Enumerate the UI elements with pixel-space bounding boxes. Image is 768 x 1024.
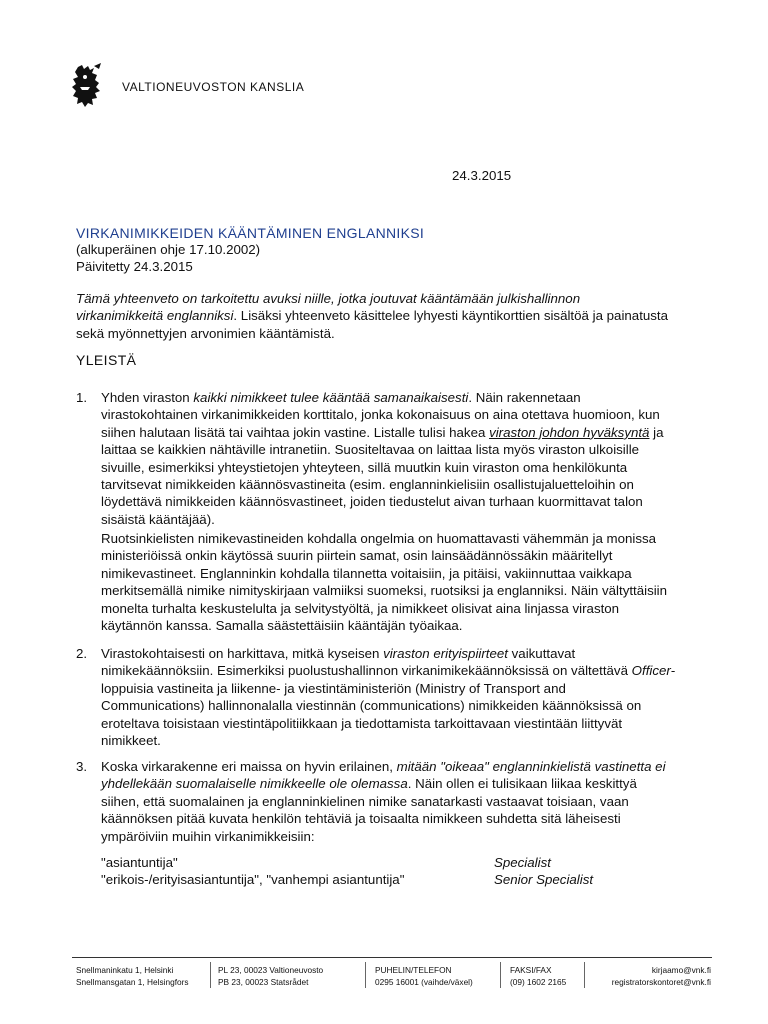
text: Virastokohtaisesti on harkittava, mitkä kyseisen (101, 646, 384, 661)
footer-separator (365, 962, 366, 988)
coat-of-arms-lion-icon (70, 63, 104, 109)
approval-emphasis: viraston johdon hyväksyntä (489, 424, 650, 440)
text: siihen halutaan lisätä tai vaihtaa jokin vastine. Listalle tulisi hakea (101, 424, 490, 440)
text: ympäröiviin muihin virkanimikkeisiin: (101, 828, 315, 844)
text: käytännön kanssa. Samalla säästettäisiin kääntäjän työaikaa. (101, 618, 463, 634)
text: nimikekäännöksiin. Esimerkiksi puolustushallinnon virkanimikekäännöksissä on vältettävä (101, 663, 632, 679)
text: ja (649, 424, 664, 440)
email-link[interactable]: kirjaamo@vnk.fi (651, 965, 711, 975)
text: Snellmaninkatu 1, Helsinki (76, 965, 174, 975)
item-3-paragraph (101, 758, 716, 845)
text: Yhden viraston (101, 390, 194, 405)
text: siihen, että suomalainen ja englanninkielinen nimike sanatarkasti vastaavat toisiaan, vaan (101, 793, 629, 809)
item-1-number: 1. (76, 390, 88, 405)
text: eroteltava toisistaan viestintäpolitiikkaan ja tiedottamista tarkoittavaan viestintään liittyvät (101, 715, 623, 731)
label: PUHELIN/TELEFON (375, 965, 452, 975)
term-finnish: "asiantuntija" (101, 855, 178, 870)
footer-separator (210, 962, 211, 988)
text: virastokohtainen virkanimikkeiden korttitalo, jonka kokonaisuus on aina otettava huomioon, kun (101, 407, 660, 423)
term-english: Specialist (494, 855, 551, 870)
text: (09) 1602 2165 (510, 977, 567, 987)
text: nimikevastineet. Englanninkin kohdalla tilannetta voitaisiin, ja pitäisi, vakiinnuttaa vaikkapa (101, 565, 632, 581)
text: . Näin rakennetaan (468, 390, 581, 405)
text: ministeriöissä onkin käytössä suurin piirtein samat, osin lainsäädännössäkin määritellyt (101, 548, 613, 564)
text: - (670, 663, 676, 679)
text: laittaa se kaikkien nähtäville intranetiin. Suositeltavaa on laittaa lista myös viraston ulkoisille (101, 442, 640, 458)
text: löydettävä nimikkeiden käännösvastineet, joiden tiedustelut aivan turhaan kuormittavat talon (101, 494, 643, 510)
footer-email (593, 964, 711, 988)
text: . Näin ollen ei tulisikaan liikaa keskittyä (407, 776, 637, 792)
text: Koska virkarakenne eri maissa on hyvin erilainen, (101, 759, 397, 774)
text: 0295 16001 (vaihde/växel) (375, 977, 473, 987)
text: PL 23, 00023 Valtioneuvosto (218, 965, 324, 975)
emphasis: yhdellekään suomalaiselle nimikkeelle ole olemassa (101, 776, 408, 792)
text: tarvitsevat nimikkeiden käännösvastineita (esim. englanninkielisiin osallistujaluetteloihin on (101, 477, 634, 493)
section-heading: YLEISTÄ (76, 352, 137, 368)
text: PB 23, 00023 Statsrådet (218, 977, 309, 987)
document-title: VIRKANIMIKKEIDEN KÄÄNTÄMINEN ENGLANNIKSI (76, 225, 425, 241)
footer-fax (510, 964, 566, 988)
footer-street-address (76, 964, 189, 988)
text: loppuisia vastineita ja liikenne- ja viestintäministeriön (Ministry of Transport and (101, 680, 566, 696)
text: Communications) hallinnonalalla viestinnän (communications) nimikkeiden käännöksissä on (101, 698, 642, 714)
emphasis: Officer (631, 663, 671, 679)
footer-separator (500, 962, 501, 988)
intro-line-3: sekä myönnettyjen arvonimien kääntämistä. (76, 325, 335, 341)
organization-name: VALTIONEUVOSTON KANSLIA (122, 80, 305, 94)
text: nimikkeet. (101, 733, 161, 749)
emphasis: viraston erityispiirteet (383, 646, 508, 661)
item-3-number: 3. (76, 759, 88, 774)
footer-separator (584, 962, 585, 988)
text: monelta turhalta keskustelulta ja selvitystyöltä, ja nimikkeet olisivat aina linjassa viraston (101, 600, 620, 616)
item-1-paragraph-1 (101, 389, 716, 528)
footer-phone (375, 964, 473, 988)
text: Ruotsinkielisten nimikevastineiden kohdalla ongelmia on huomattavasti vähemmän ja monissa (101, 531, 657, 546)
emphasis: kaikki nimikkeet tulee kääntää samanaikaisesti (193, 390, 469, 405)
term-finnish: "erikois-/erityisasiantuntija", "vanhempi asiantuntija" (101, 872, 405, 887)
email-link[interactable]: registratorskontoret@vnk.fi (611, 977, 711, 987)
footer-divider (72, 957, 712, 958)
text: vaikuttavat (507, 646, 576, 661)
text: Snellmansgatan 1, Helsingfors (76, 977, 189, 987)
intro-line-2-rest: . Lisäksi yhteenveto käsittelee lyhyesti käyntikorttien sisältöä ja painatusta (233, 308, 669, 324)
intro-line-2-emphasis: virkanimikkeitä englanniksi (76, 308, 234, 324)
item-1-paragraph-2 (101, 530, 716, 634)
item-2-number: 2. (76, 646, 88, 661)
item-2-paragraph (101, 645, 716, 749)
original-guideline-note: (alkuperäinen ohje 17.10.2002) (76, 242, 261, 257)
updated-date: Päivitetty 24.3.2015 (76, 259, 193, 274)
text: käännöksen pitää kuvata henkilön tehtäviä ja toisaalta nimikkeen suhdetta sitä läheisesti (101, 811, 621, 827)
text: sisäistä kääntäjää). (101, 511, 215, 527)
text: merkitsemällä nimike nimityskirjaan valmiiksi suomeksi, ruotsiksi ja englanniksi. Näin vältyttäisiin (101, 583, 668, 599)
document-date: 24.3.2015 (452, 168, 512, 183)
text: sivuille, esimerkiksi yhteystietojen yhteyteen, sillä muutkin kuin viraston oma henkilökunta (101, 459, 628, 475)
footer-postal-address (218, 964, 323, 988)
emphasis: mitään "oikeaa" englanninkielistä vastinetta ei (396, 759, 666, 774)
intro-paragraph (76, 290, 716, 342)
intro-line-1: Tämä yhteenveto on tarkoitettu avuksi niille, jotka joutuvat kääntämään julkishallinnon (76, 291, 581, 306)
term-english: Senior Specialist (494, 872, 594, 887)
label: FAKSI/FAX (510, 965, 552, 975)
